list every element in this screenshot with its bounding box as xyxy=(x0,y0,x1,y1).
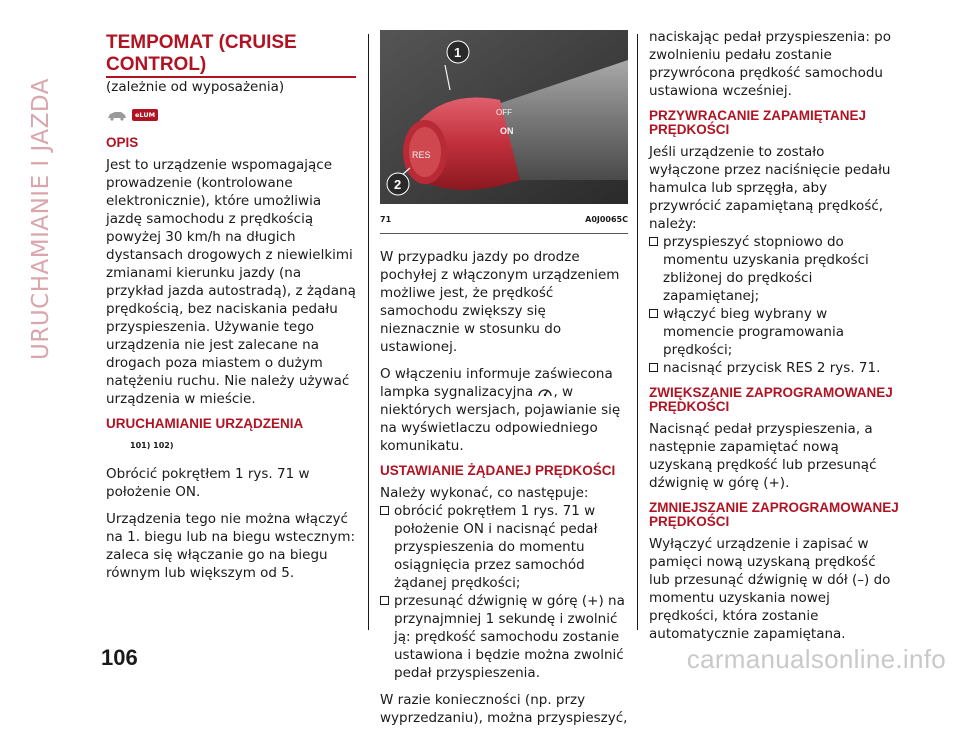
figure-code: A0J0065C xyxy=(585,215,628,224)
start-paragraph-1: Obrócić pokrętłem 1 rys. 71 w położenie ON. xyxy=(106,466,310,500)
section-heading-opis: OPIS xyxy=(106,135,139,150)
section-heading-start: URUCHAMIANIE URZĄDZENIA xyxy=(106,416,304,431)
start-paragraph-2: Urządzenia tego nie można włączyć na 1. biegu lub na biegu wstecznym: zaleca się włączanie go na biegu równym lub większym od 5. xyxy=(106,511,356,581)
cruise-control-lever-figure xyxy=(380,30,628,204)
off-label: OFF xyxy=(496,108,512,117)
overtake-paragraph: W razie konieczności (np. przy wyprzedzaniu), można przyspieszyć, xyxy=(380,692,628,726)
warning-references: 101) 102) xyxy=(130,441,174,450)
watermark: carmanualsonline.info xyxy=(686,644,946,674)
column-divider-left xyxy=(368,34,369,630)
availability-note: (zależnie od wyposażenia) xyxy=(106,79,285,95)
bullet-square-icon xyxy=(649,363,658,372)
bullet-square-icon xyxy=(649,309,658,318)
column-1 xyxy=(106,28,356,591)
side-section-title: URUCHAMIANIE I JAZDA xyxy=(28,78,54,360)
list-item: nacisnąć przycisk RES 2 rys. 71. xyxy=(649,359,899,377)
list-item: obrócić pokrętłem 1 rys. 71 w położenie ON i nacisnąć pedał przyspieszenia do momentu osiągnięcia przez samochód żądanej prędkości; xyxy=(380,502,628,592)
section-heading-set-speed: USTAWIANIE ŻĄDANEJ PRĘDKOŚCI xyxy=(380,463,616,478)
column-3 xyxy=(649,28,899,652)
indicator-paragraph: O włączeniu informuje zaświecona lampka sygnalizacyjna , w niektórych wersjach, pojawianie się na wyświetlaczu odpowiedniego komunikatu. xyxy=(380,366,621,454)
column-2 xyxy=(380,28,628,736)
page-title: TEMPOMAT (CRUISE CONTROL) xyxy=(106,32,356,78)
bullet-square-icon xyxy=(380,596,389,605)
lever-illustration xyxy=(380,30,628,204)
speedometer-warning-icon xyxy=(537,385,553,399)
restore-intro: Jeśli urządzenie to zostało wyłączone przez naciśnięcie pedału hamulca lub sprzęgła, aby przywrócić zapamiętaną prędkość, należy: xyxy=(649,144,891,232)
figure-caption xyxy=(380,204,628,234)
list-item: włączyć bieg wybrany w momencie programowania prędkości; xyxy=(649,305,899,359)
bullet-square-icon xyxy=(380,506,389,515)
opis-paragraph: Jest to urządzenie wspomagające prowadzenie (kontrolowane elektronicznie), które umożliwia jazdę samochodu z prędkością powyżej 30 km/h na długich dystansach drogowych z niewielkimi zmianami kierunku jazdy (na przykład jazda autostradą), z żądaną prędkością, bez naciskania pedału przyspieszenia. Używanie tego urządzenia nie jest zalecane na drogach poza miastem o dużym natężeniu ruchu. Nie należy używać urządzenia w mieście. xyxy=(106,157,356,407)
slope-paragraph: W przypadku jazdy po drodze pochyłej z włączonym urządzeniem możliwe jest, że prędkość samochodu zwiększy się nieznacznie w stosunku do ustawionej. xyxy=(380,249,620,355)
continued-paragraph: naciskając pedał przyspieszenia: po zwolnieniu pedału zostanie przywrócona prędkość samochodu ustawiona wcześniej. xyxy=(649,29,891,99)
section-heading-increase: ZWIĘKSZANIE ZAPROGRAMOWANEJ PRĘDKOŚCI xyxy=(649,385,893,414)
figure-number: 71 xyxy=(380,215,392,224)
list-item: przyspieszyć stopniowo do momentu uzyskania prędkości zbliżonej do prędkości zapamiętanej; xyxy=(649,233,899,305)
car-icon xyxy=(106,109,128,121)
callout-2: 2 xyxy=(394,177,402,192)
set-speed-intro: Należy wykonać, co następuje: xyxy=(380,485,589,501)
page-number: 106 xyxy=(101,645,138,670)
bullet-square-icon xyxy=(649,237,658,246)
decrease-paragraph: Wyłączyć urządzenie i zapisać w pamięci nową uzyskaną prędkość lub przesunąć dźwignię w dół (–) do momentu uzyskania nowej prędkości, która zostanie automatycznie zapamiętana. xyxy=(649,536,891,642)
callout-1: 1 xyxy=(454,45,462,60)
res-label: RES xyxy=(412,150,431,160)
column-divider-right xyxy=(637,34,638,630)
elum-badge: eLUM xyxy=(132,109,158,121)
section-heading-restore: PRZYWRACANIE ZAPAMIĘTANEJ PRĘDKOŚCI xyxy=(649,108,867,137)
section-heading-decrease: ZMNIEJSZANIE ZAPROGRAMOWANEJ PRĘDKOŚCI xyxy=(649,500,899,529)
on-label: ON xyxy=(500,126,514,136)
version-icons xyxy=(106,106,356,124)
list-item: przesunąć dźwignię w górę (+) na przynajmniej 1 sekundę i zwolnić ją: prędkość samochodu zostanie ustawiona i będzie można zwolnić pedał przyspieszenia. xyxy=(380,592,628,682)
increase-paragraph: Nacisnąć pedał przyspieszenia, a następnie zapamiętać nową uzyskaną prędkość lub przesunąć dźwignię w górę (+). xyxy=(649,421,877,491)
